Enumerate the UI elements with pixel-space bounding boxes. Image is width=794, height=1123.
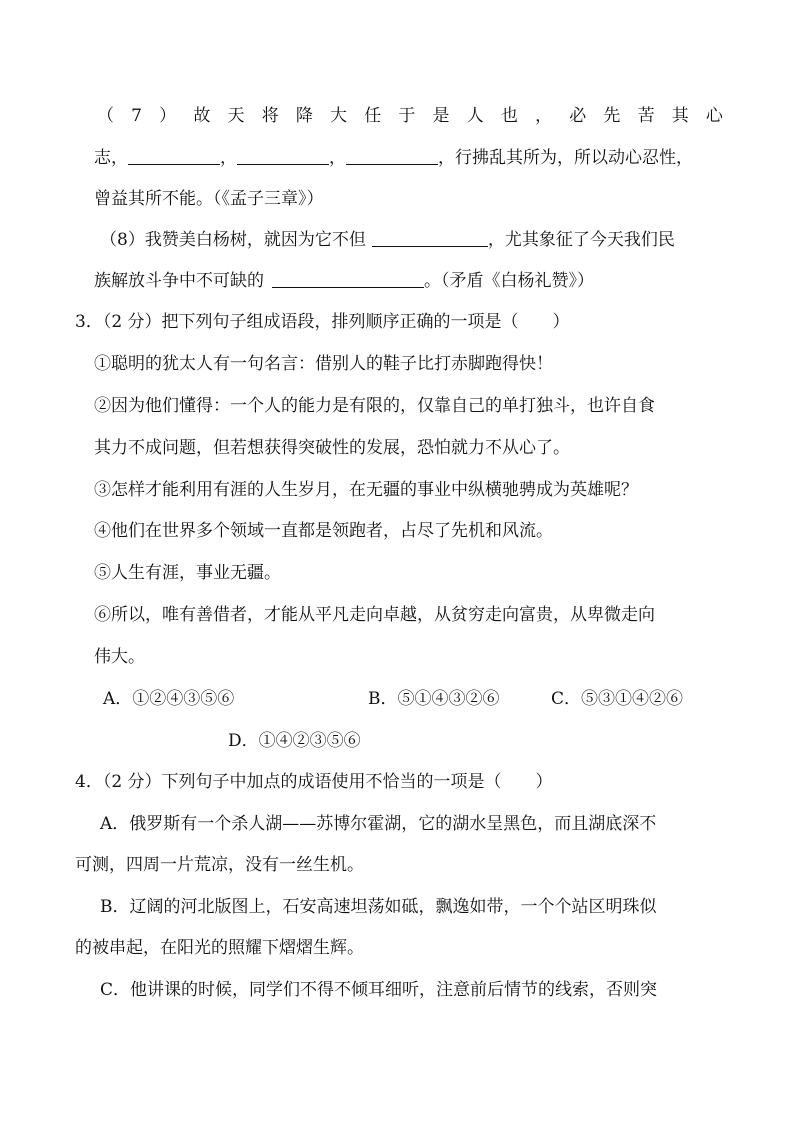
q3-option-d[interactable]: D．①④②③⑤⑥ xyxy=(228,731,361,751)
char: 是 xyxy=(432,106,450,126)
char: （ xyxy=(97,106,114,126)
q2-item7-line3: 曾益其所不能。（《孟子三章》） xyxy=(94,189,324,209)
q4-stem: 4．（2 分）下列句子中加点的成语使用不恰当的一项是（ ） xyxy=(75,772,553,792)
q2-item8-line2 xyxy=(94,269,594,293)
text: ，尤其象征了今天我们民 xyxy=(487,230,675,250)
q3-option-b[interactable]: B．⑤①④③②⑥ xyxy=(368,689,500,709)
char: 先 xyxy=(603,106,621,126)
q4-option-a-line2: 可测，四周一片荒凉，没有一丝生机。 xyxy=(75,855,364,875)
char: 将 xyxy=(261,106,279,126)
char: ， xyxy=(535,106,553,126)
q3-sentence-4: ④他们在世界多个领域一直都是领跑者，占尽了先机和风流。 xyxy=(94,521,553,541)
text: ， xyxy=(220,148,237,168)
char: 7 xyxy=(131,106,142,126)
char: 任 xyxy=(364,106,382,126)
q4-option-a-line1[interactable]: A．俄罗斯有一个杀人湖——苏博尔霍湖，它的湖水呈黑色，而且湖底深不 xyxy=(100,814,657,834)
q3-option-a[interactable]: A．①②④③⑤⑥ xyxy=(103,689,235,709)
answer-blank[interactable] xyxy=(237,146,329,165)
text: 族解放斗争中不可缺的 xyxy=(94,271,264,291)
char: 故 xyxy=(193,106,211,126)
answer-blank[interactable] xyxy=(346,146,438,165)
answer-blank[interactable] xyxy=(128,146,220,165)
q3-sentence-2b: 其力不成问题，但若想获得突破性的发展，恐怕就力不从心了。 xyxy=(94,438,570,458)
q4-option-b-line1[interactable]: B．辽阔的河北版图上，石安高速坦荡如砥，飘逸如带，一个个站区明珠似 xyxy=(100,897,657,917)
q2-item7-line1 xyxy=(97,104,723,128)
q2-item8-line1 xyxy=(100,228,675,252)
q4-option-b-line2: 的被串起，在阳光的照耀下熠熠生辉。 xyxy=(75,938,364,958)
q3-option-c[interactable]: C．⑤③①④②⑥ xyxy=(551,689,684,709)
char: 心 xyxy=(705,106,723,126)
q3-sentence-1: ①聪明的犹太人有一句名言：借别人的鞋子比打赤脚跑得快！ xyxy=(94,354,553,374)
char: 降 xyxy=(295,106,313,126)
char: 苦 xyxy=(637,106,655,126)
text: 志， xyxy=(94,148,128,168)
answer-blank[interactable] xyxy=(372,228,488,247)
text: （8）我赞美白杨树，就因为它不但 xyxy=(100,230,366,250)
q4-option-c-line1[interactable]: C．他讲课的时候，同学们不得不倾耳细听，注意前后情节的线索，否则突 xyxy=(100,980,658,1000)
text: 。（矛盾《白杨礼赞》） xyxy=(424,271,594,291)
char: 人 xyxy=(466,106,484,126)
q2-item7-line2 xyxy=(94,146,693,170)
text: ， xyxy=(329,148,346,168)
q3-sentence-5: ⑤人生有涯，事业无疆。 xyxy=(94,563,281,583)
char: 于 xyxy=(398,106,416,126)
q3-sentence-3: ③怎样才能利用有涯的人生岁月，在无疆的事业中纵横驰骋成为英雄呢？ xyxy=(94,480,638,500)
text: ，行拂乱其所为，所以动心忍性， xyxy=(438,148,693,168)
char: 也 xyxy=(500,106,518,126)
q3-sentence-6a: ⑥所以，唯有善借者，才能从平凡走向卓越，从贫穷走向富贵，从卑微走向 xyxy=(94,605,655,625)
q3-sentence-6b: 伟大。 xyxy=(94,647,145,667)
q3-stem: 3．（2 分）把下列句子组成语段，排列顺序正确的一项是（ ） xyxy=(75,312,570,332)
char: 必 xyxy=(569,106,587,126)
char: ） xyxy=(159,106,177,126)
char: 其 xyxy=(671,106,689,126)
char: 大 xyxy=(330,106,348,126)
answer-blank[interactable] xyxy=(272,269,424,288)
char: 天 xyxy=(227,106,245,126)
q3-sentence-2a: ②因为他们懂得：一个人的能力是有限的，仅靠自己的单打独斗，也许自食 xyxy=(94,396,655,416)
